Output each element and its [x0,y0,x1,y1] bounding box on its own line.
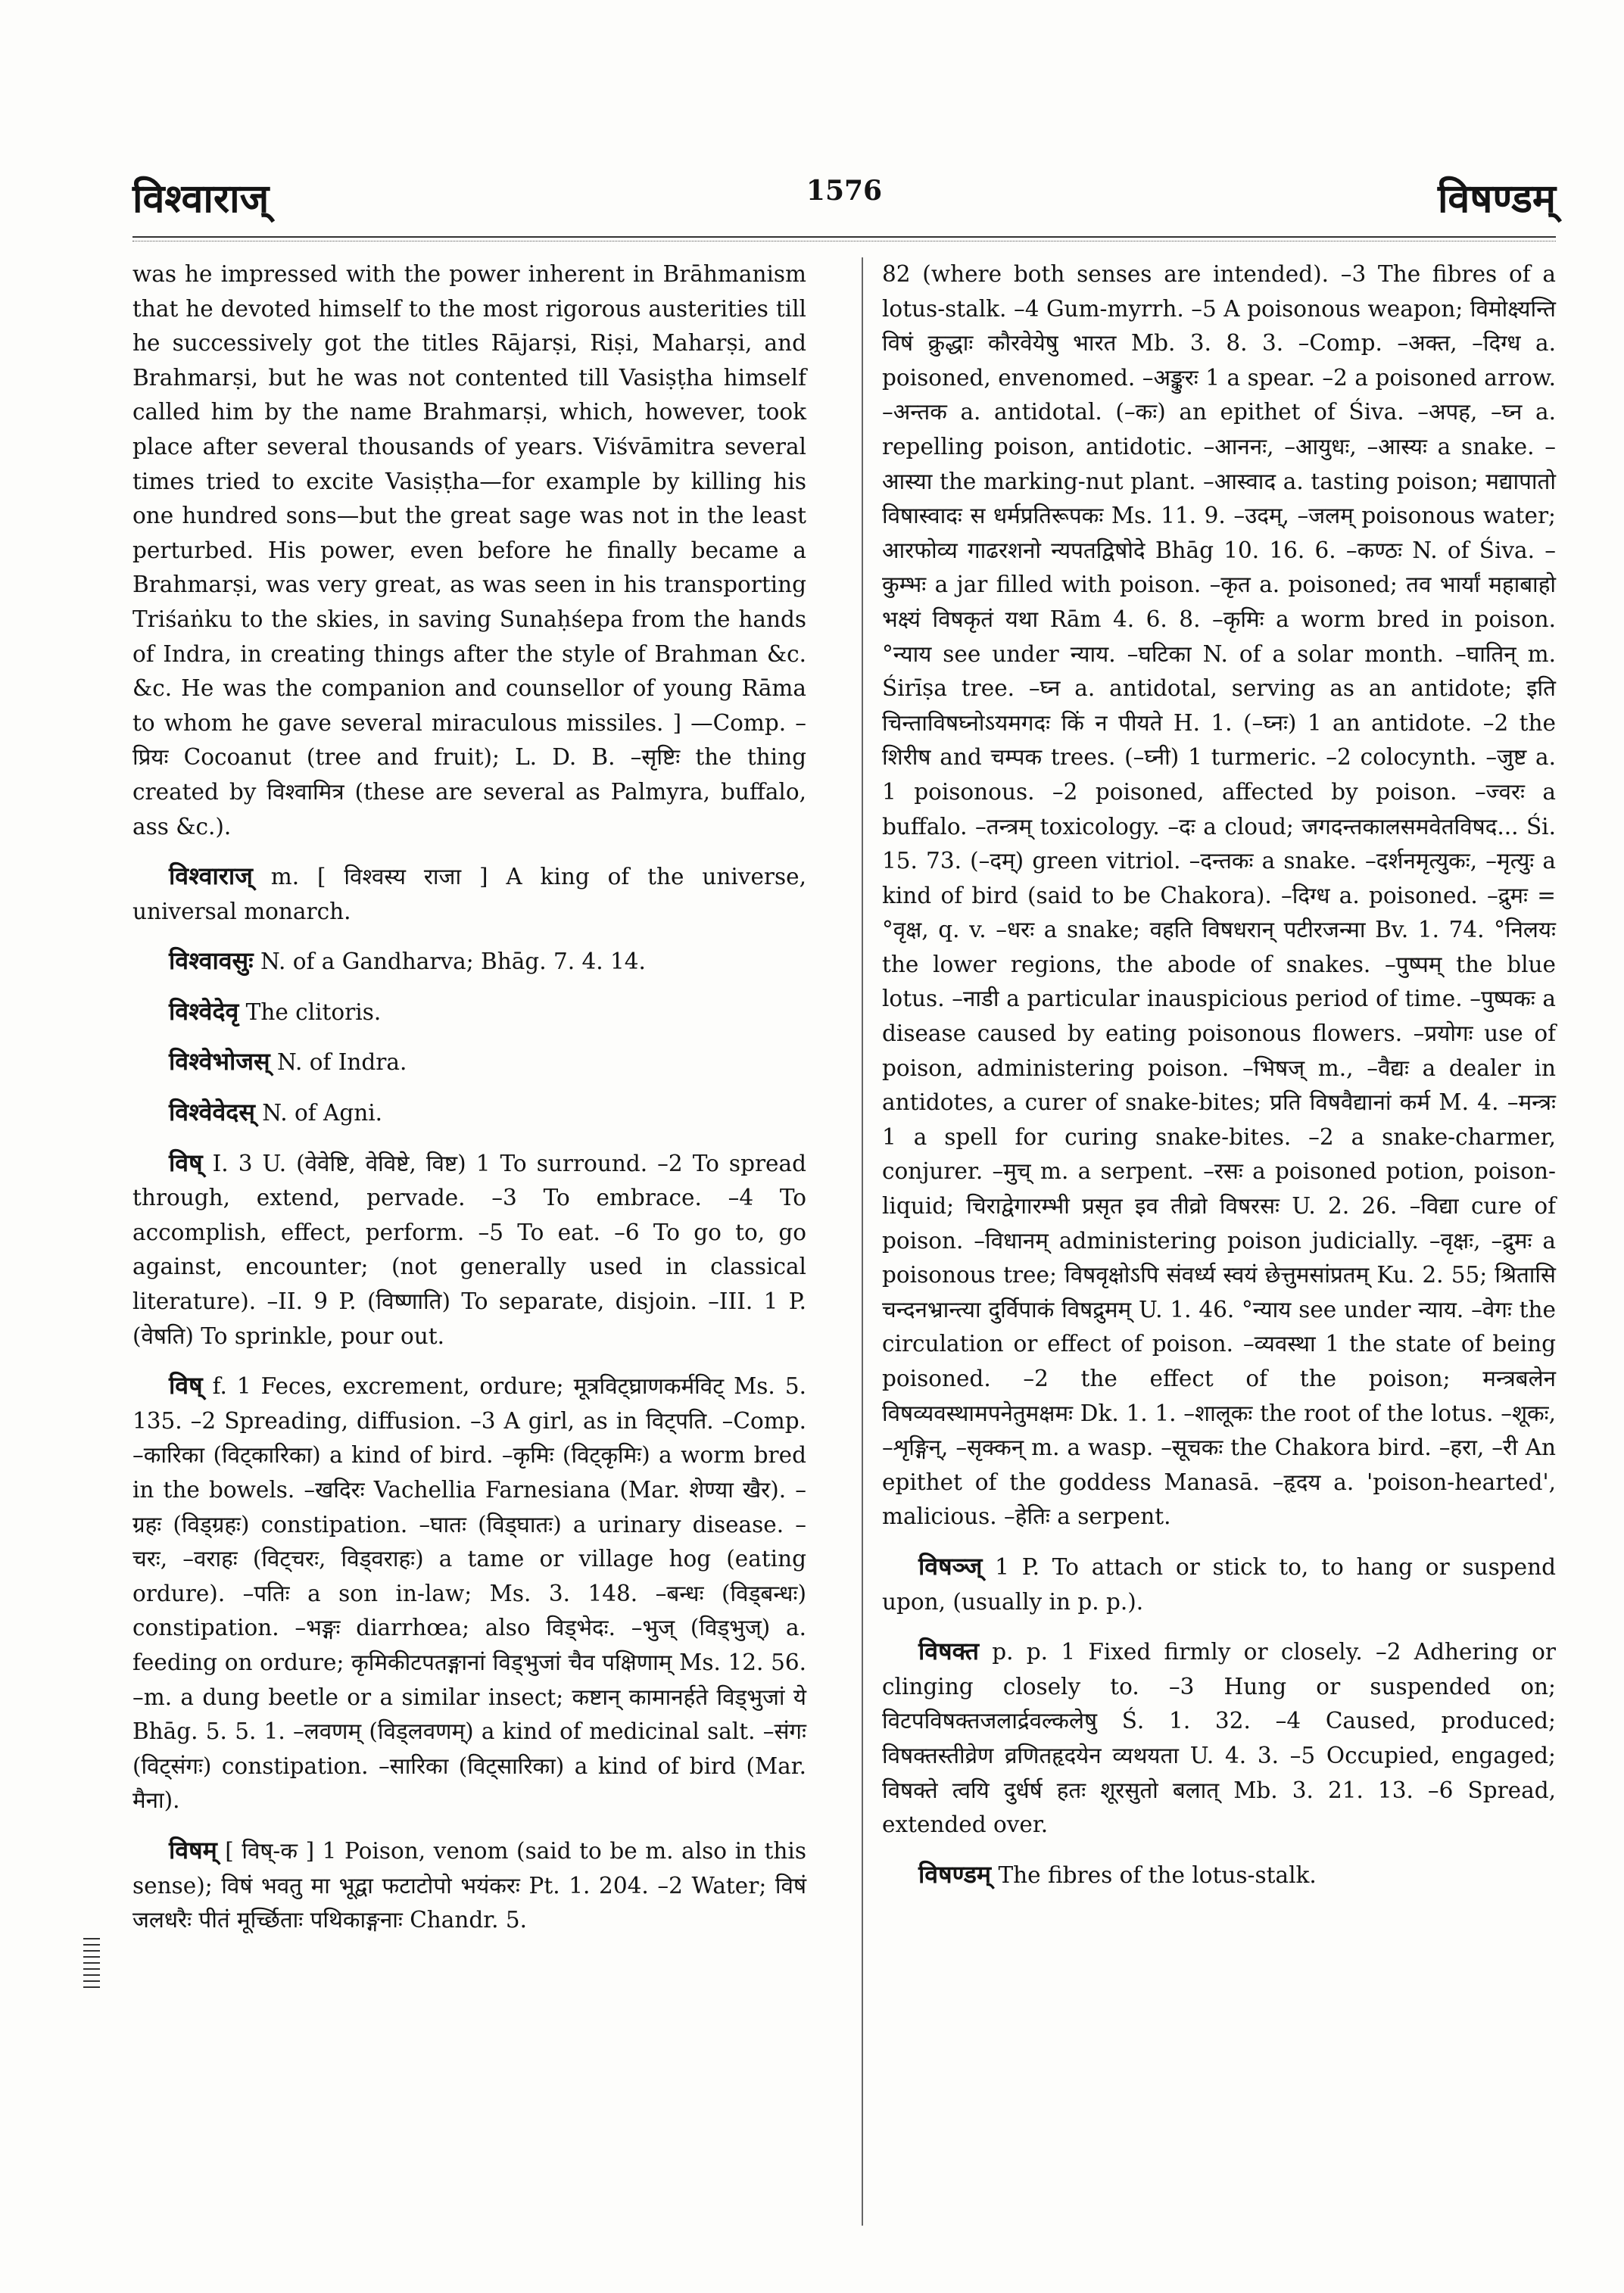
entry-text: 1 P. To attach or stick to, to hang or suspend upon, (usually in p. p.). [882,1553,1556,1615]
entry-headword: विश्वेदेवृ [169,996,239,1026]
header-rule [132,236,1556,241]
entry-headword: विश्वावसुः [169,946,254,976]
dictionary-entry [132,1369,806,1818]
entry-text: I. 3 U. (वेवेष्टि, वेविष्टे, विष्ट) 1 To surround. –2 To spread through, extend, pervade. –3 To embrace. –4 To accomplish, effect, perform. –5 To eat. –6 To go to, go against, encounter; (not generally used in classical literature). –II. 9 P. (विष्णाति) To separate, disjoin. –III. 1 P. (वेषति) To sprinkle, pour out. [132,1150,806,1349]
entry-headword: विषण्डम् [918,1859,992,1889]
dictionary-entry [132,1095,806,1131]
entry-text: m. [ विश्वस्य राजा ] A king of the universe, universal monarch. [132,864,806,924]
dictionary-entry [132,1833,806,1938]
dictionary-entry [882,1550,1556,1619]
entry-headword: विश्वेभोजस् [169,1047,270,1076]
dictionary-entry [132,1146,806,1354]
entry-headword: विषम् [169,1835,217,1865]
entry-text: f. 1 Feces, excrement, ordure; मूत्रविट्घ्राणकर्मविट् Ms. 5. 135. –2 Spreading, diffusion. –3 A girl, as in विट्पति. –Comp. –कारिका (विट्कारिका) a kind of bird. –कृमिः (विट्कृमिः) a worm bred in the bowels. –खदिरः Vachellia Farnesiana (Mar. शेण्या खैर). –ग्रहः (विड्ग्रहः) constipation. –घातः (विड्घातः) a urinary disease. –चरः, –वराहः (विट्चरः, विड्वराहः) a tame or village hog (eating ordure). –पतिः a son in-law; Ms. 3. 148. –बन्धः (विड्बन्धः) constipation. –भङ्गः diarrhœa; also विड्भेदः. –भुज् (विड्भुज्) a. feeding on ordure; कृमिकीटपतङ्गानां विड्भुजां चैव पक्षिणाम् Ms. 12. 56. –m. a dung beetle or a similar insect; कष्टान् कामानर्हते विड्भुजां ये Bhāg. 5. 5. 1. –लवणम् (विड्लवणम्) a kind of medicinal salt. –संगः (विट्संगः) constipation. –सारिका (विट्सारिका) a kind of bird (Mar. मैना). [132,1373,806,1814]
margin-scan-mark [83,1938,100,1992]
entry-text: [ विष्-क ] 1 Poison, venom (said to be m. also in this sense); विषं भवतु मा भूद्वा फटाटोपो भयंकरः Pt. 1. 204. –2 Water; विषं जलधरैः पीतं मूर्च्छिताः पथिकाङ्गनाः Chandr. 5. [132,1837,806,1933]
entry-headword: विषक्त [918,1637,979,1666]
dictionary-entry [882,1858,1556,1893]
column-divider [862,257,863,2226]
entry-text: The fibres of the lotus-stalk. [998,1862,1317,1888]
left-column [132,257,806,1953]
entry-headword: विश्वेवेदस् [169,1098,255,1127]
page-header [132,170,1556,231]
entry-headword: विष् [169,1371,203,1400]
right-column [882,257,1556,1908]
entry-headword: विश्वाराज् [169,861,253,891]
entry-text: 82 (where both senses are intended). –3 The fibres of a lotus-stalk. –4 Gum-myrrh. –5 A poisonous weapon; विमोक्ष्यन्ति विषं क्रुद्धाः कौरवेयेषु भारत Mb. 3. 8. 3. –Comp. –अक्त, –दिग्ध a. poisoned, envenomed. –अङ्कुरः 1 a spear. –2 a poisoned arrow. –अन्तक a. antidotal. (–कः) an epithet of Śiva. –अपह, –घ्न a. repelling poison, antidotic. –आननः, –आयुधः, –आस्यः a snake. –आस्या the marking-nut plant. –आस्वाद a. tasting poison; मद्यापातो विषास्वादः स धर्मप्रतिरूपकः Ms. 11. 9. –उदम्, –जलम् poisonous water; आरफोव्य गाढरशनो न्यपतद्विषोदे Bhāg 10. 16. 6. –कण्ठः N. of Śiva. –कुम्भः a jar filled with poison. –कृत a. poisoned; तव भार्यां महाबाहो भक्ष्यं विषकृतं यथा Rām 4. 6. 8. –कृमिः a worm bred in poison. °न्याय see under न्याय. –घटिका N. of a solar month. –घातिन् m. Śirīṣa tree. –घ्न a. antidotal, serving as an antidote; इति चिन्ताविषघ्नोऽयमगदः किं न पीयते H. 1. (–घ्नः) 1 an antidote. –2 the शिरीष and चम्पक trees. (–घ्नी) 1 turmeric. –2 colocynth. –जुष्ट a. 1 poisonous. –2 poisoned, affected by poison. –ज्वरः a buffalo. –तन्त्रम् toxicology. –दः a cloud; जगदन्तकालसमवेतविषद... Śi. 15. 73. (–दम्) green vitriol. –दन्तकः a snake. –दर्शनमृत्युकः, –मृत्युः a kind of bird (said to be Chakora). –दिग्ध a. poisoned. –द्रुमः = °वृक्ष, q. v. –धरः a snake; वहति विषधरान् पटीरजन्मा Bv. 1. 74. °निलयः the lower regions, the abode of snakes. –पुष्पम् the blue lotus. –नाडी a particular inauspicious period of time. –पुष्पकः a disease caused by eating poisonous flowers. –प्रयोगः use of poison, administering poison. –भिषज् m., –वैद्यः a dealer in antidotes, a curer of snake-bites; प्रति विषवैद्यानां कर्म M. 4. –मन्त्रः 1 a spell for curing snake-bites. –2 a snake-charmer, conjurer. –मुच् m. a serpent. –रसः a poisoned potion, poison-liquid; चिराद्वेगारम्भी प्रसृत इव तीव्रो विषरसः U. 2. 26. –विद्या cure of poison. –विधानम् administering poison judicially. –वृक्षः, –द्रुमः a poisonous tree; विषवृक्षोऽपि संवर्ध्य स्वयं छेत्तुमसांप्रतम् Ku. 2. 55; श्रितासि चन्दनभ्रान्त्या दुर्विपाकं विषद्रुमम् U. 1. 46. °न्याय see under न्याय. –वेगः the circulation or effect of poison. –व्यवस्था 1 the state of being poisoned. –2 the effect of the poison; मन्त्रबलेन विषव्यवस्थामपनेतुमक्षमः Dk. 1. 1. –शालूकः the root of the lotus. –शूकः, –शृङ्गिन्, –सृक्कन् m. a wasp. –सूचकः the Chakora bird. –हरा, –री An epithet of the goddess Manasā. –हृदय a. 'poison-hearted', malicious. –हेतिः a serpent. [882,261,1556,1530]
dictionary-entry [132,859,806,929]
entry-text: N. of Indra. [277,1049,407,1076]
entry-headword: विष् [169,1148,203,1177]
entry-text: N. of Agni. [262,1100,383,1126]
entry-text: p. p. 1 Fixed firmly or closely. –2 Adhering or clinging closely to. –3 Hung or suspended on; विटपविषक्तजलार्द्रवल्कलेषु Ś. 1. 32. –4 Caused, produced; विषक्तस्तीव्रेण व्रणितहृदयेन व्यथयता U. 4. 3. –5 Occupied, engaged; विषक्ते त्वयि दुर्धर्ष हतः शूरसुतो बलात् Mb. 3. 21. 13. –6 Spread, extended over. [882,1639,1556,1838]
entry-text: N. of a Gandharva; Bhāg. 7. 4. 14. [260,949,646,975]
entry-text: was he impressed with the power inherent in Brāhmanism that he devoted himself to the most rigorous austerities till he successively got the titles Rājarṣi, Riṣi, Maharṣi, and Brahmarṣi, but he was not contented till Vasiṣṭha himself called him by the name Brahmarṣi, which, however, took place after several thousands of years. Viśvāmitra several times tried to excite Vasiṣṭha—for example by killing his one hundred sons—but the great sage was not in the least perturbed. His power, even before he finally became a Brahmarṣi, was very great, as was seen in his transporting Triśaṅku to the skies, in saving Sunaḥśepa from the hands of Indra, in creating things after the style of Brahman &c. &c. He was the companion and counsellor of young Rāma to whom he gave several miraculous missiles. ] —Comp. –प्रियः Cocoanut (tree and fruit); L. D. B. –सृष्टिः the thing created by विश्वामित्र (these are several as Palmyra, buffalo, ass &c.). [132,261,806,840]
dictionary-entry [132,995,806,1030]
header-left-guideword: विश्वाराज् [132,176,270,222]
dictionary-entry [132,1045,806,1080]
dictionary-entry [132,257,806,844]
dictionary-entry [882,1634,1556,1843]
header-right-guideword: विषण्डम् [1437,176,1556,222]
entry-text: The clitoris. [245,999,382,1025]
entry-headword: विषञ्ज् [918,1551,983,1581]
dictionary-entry [132,944,806,980]
page-number: 1576 [806,175,883,207]
dictionary-entry [882,257,1556,1534]
